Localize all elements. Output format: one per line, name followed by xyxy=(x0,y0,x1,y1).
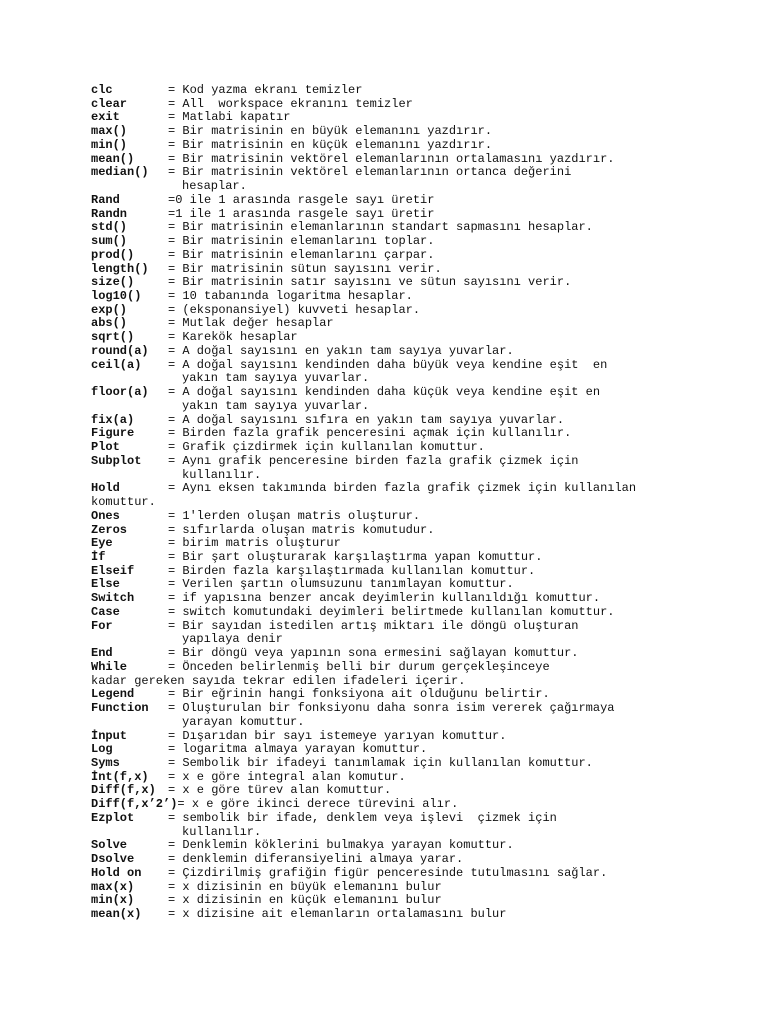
description-line: = Bir şart oluşturarak karşılaştırma yapan komuttur. xyxy=(168,549,543,564)
command-entry xyxy=(91,578,731,592)
description-continuation-line: kadar gereken sayıda tekrar edilen ifadeleri içerir. xyxy=(91,673,466,688)
command-name: Figure xyxy=(91,426,135,441)
command-description xyxy=(168,235,731,249)
description-line: =0 ile 1 arasında rasgele sayı üretir xyxy=(168,192,435,207)
command-name: Dsolve xyxy=(91,852,135,867)
command-description xyxy=(168,345,731,359)
description-line: = Matlabi kapatır xyxy=(168,110,291,125)
command-description xyxy=(168,139,731,153)
command-name: sum() xyxy=(91,234,128,249)
description-line: = Verilen şartın olumsuzunu tanımlayan komuttur. xyxy=(168,577,514,592)
description-line: = A doğal sayısını en yakın tam sayıya yuvarlar. xyxy=(168,343,514,358)
command-entry xyxy=(91,894,731,908)
description-line: = denklemin diferansiyelini almaya yarar. xyxy=(168,852,464,867)
command-entry xyxy=(91,317,731,331)
command-entry xyxy=(91,455,731,482)
command-description xyxy=(168,757,731,771)
description-line: = A doğal sayısını kendinden daha büyük veya kendine eşit en xyxy=(168,357,608,372)
command-name: ceil(a) xyxy=(91,357,142,372)
description-continuation-line: kullanılır. xyxy=(182,824,262,839)
description-line: = (eksponansiyel) kuvveti hesaplar. xyxy=(168,302,421,317)
command-name: Function xyxy=(91,701,149,716)
command-name: sqrt() xyxy=(91,330,135,345)
command-entry xyxy=(91,84,731,98)
command-description xyxy=(168,867,731,881)
command-description xyxy=(168,730,731,744)
description-line: = x dizisinin en büyük elemanını bulur xyxy=(168,879,442,894)
command-description xyxy=(168,304,731,318)
command-entry xyxy=(91,427,731,441)
command-name: Log xyxy=(91,742,113,757)
command-name: size() xyxy=(91,275,135,290)
command-description xyxy=(168,688,731,702)
command-reference-list xyxy=(91,84,731,922)
description-line: = switch komutundaki deyimleri belirtmede kullanılan komuttur. xyxy=(168,604,615,619)
command-description xyxy=(168,125,731,139)
description-continuation-line: hesaplar. xyxy=(182,179,247,194)
description-line: = sembolik bir ifade, denklem veya işlevi çizmek için xyxy=(168,810,557,825)
command-description xyxy=(168,317,731,331)
command-entry xyxy=(91,482,731,509)
command-name: Syms xyxy=(91,755,120,770)
command-name: mean(x) xyxy=(91,907,142,922)
command-entry xyxy=(91,565,731,579)
description-line: = x e göre integral alan komutur. xyxy=(168,769,406,784)
command-name: mean() xyxy=(91,151,135,166)
command-description xyxy=(168,153,731,167)
command-entry xyxy=(91,853,731,867)
description-line: = All workspace ekranını temizler xyxy=(168,96,413,111)
command-name: Ones xyxy=(91,508,120,523)
command-entry xyxy=(91,798,731,812)
command-name: exp() xyxy=(91,302,128,317)
command-name: For xyxy=(91,618,113,633)
command-description xyxy=(168,221,731,235)
command-description xyxy=(168,620,731,647)
command-name: Hold xyxy=(91,481,120,496)
description-line: = Oluşturulan bir fonksiyonu daha sonra isim vererek çağırmaya xyxy=(168,701,615,716)
description-line: = x e göre ikinci derece türevini alır. xyxy=(177,797,459,812)
command-entry xyxy=(91,249,731,263)
description-line: = x e göre türev alan komuttur. xyxy=(168,783,392,798)
command-description xyxy=(168,455,731,482)
command-name: log10() xyxy=(91,289,142,304)
command-name: Hold on xyxy=(91,865,142,880)
command-entry xyxy=(91,730,731,744)
command-description xyxy=(168,812,731,839)
command-entry xyxy=(91,524,731,538)
command-name: İf xyxy=(91,549,106,564)
command-entry xyxy=(91,592,731,606)
command-description xyxy=(168,647,731,661)
command-name: Switch xyxy=(91,591,135,606)
command-entry xyxy=(91,757,731,771)
command-description xyxy=(168,510,731,524)
description-line: = Grafik çizdirmek için kullanılan komuttur. xyxy=(168,440,485,455)
description-line: = Denklemin köklerini bulmakya yarayan komuttur. xyxy=(168,838,514,853)
command-description xyxy=(168,208,731,222)
command-name: Plot xyxy=(91,440,120,455)
command-entry xyxy=(91,153,731,167)
command-description xyxy=(168,592,731,606)
command-entry xyxy=(91,867,731,881)
description-line: = A doğal sayısını kendinden daha küçük veya kendine eşit en xyxy=(168,385,601,400)
command-entry xyxy=(91,221,731,235)
command-description xyxy=(168,771,731,785)
command-entry xyxy=(91,702,731,729)
command-name: round(a) xyxy=(91,343,149,358)
description-line: = Mutlak değer hesaplar xyxy=(168,316,334,331)
command-entry xyxy=(91,194,731,208)
command-entry xyxy=(91,784,731,798)
description-continuation-line: yarayan komuttur. xyxy=(182,714,305,729)
command-description xyxy=(168,743,731,757)
description-continuation-line: yakın tam sayıya yuvarlar. xyxy=(182,371,370,386)
command-description xyxy=(168,98,731,112)
command-description xyxy=(168,908,731,922)
description-line: = birim matris oluşturur xyxy=(168,536,341,551)
command-name: Solve xyxy=(91,838,128,853)
command-entry xyxy=(91,771,731,785)
command-entry xyxy=(91,166,731,193)
description-line: = Bir matrisinin elemanlarını çarpar. xyxy=(168,247,435,262)
command-name: floor(a) xyxy=(91,385,149,400)
command-entry xyxy=(91,537,731,551)
description-line: = Karekök hesaplar xyxy=(168,330,298,345)
command-name: İnt(f,x) xyxy=(91,769,149,784)
command-name: clc xyxy=(91,83,113,97)
description-line: = x dizisine ait elemanların ortalamasını bulur xyxy=(168,907,507,922)
command-description xyxy=(168,524,731,538)
command-name: clear xyxy=(91,96,128,111)
command-name: median() xyxy=(91,165,149,180)
command-name: std() xyxy=(91,220,128,235)
command-name: Diff(f,x) xyxy=(91,783,156,798)
command-name: fix(a) xyxy=(91,412,135,427)
command-name: İnput xyxy=(91,728,128,743)
command-entry xyxy=(91,208,731,222)
command-description xyxy=(168,427,731,441)
command-description xyxy=(168,276,731,290)
description-line: = Bir matrisinin satır sayısını ve sütun sayısını verir. xyxy=(168,275,572,290)
description-continuation-line: yakın tam sayıya yuvarlar. xyxy=(182,398,370,413)
command-description xyxy=(168,290,731,304)
command-entry xyxy=(91,812,731,839)
command-description xyxy=(168,606,731,620)
description-continuation-line: kullanılır. xyxy=(182,467,262,482)
command-name: max(x) xyxy=(91,879,135,894)
command-name: Diff(f,x’2’) xyxy=(91,797,178,812)
command-entry xyxy=(91,263,731,277)
description-line: = Kod yazma ekranı temizler xyxy=(168,83,363,97)
command-description xyxy=(168,111,731,125)
command-entry xyxy=(91,510,731,524)
command-description xyxy=(168,166,731,193)
description-line: = Birden fazla karşılaştırmada kullanılan komuttur. xyxy=(168,563,536,578)
command-entry xyxy=(91,620,731,647)
command-entry xyxy=(91,881,731,895)
description-continuation-line: komuttur. xyxy=(91,495,156,510)
command-description xyxy=(168,551,731,565)
command-entry xyxy=(91,290,731,304)
command-entry xyxy=(91,139,731,153)
command-description xyxy=(168,441,731,455)
command-entry xyxy=(91,276,731,290)
description-line: = Bir matrisinin vektörel elemanlarının ortalamasını yazdırır. xyxy=(168,151,615,166)
description-line: = Bir matrisinin elemanlarının standart sapmasını hesaplar. xyxy=(168,220,593,235)
command-description xyxy=(168,84,731,98)
description-line: = Birden fazla grafik penceresini açmak için kullanılır. xyxy=(168,426,572,441)
command-name: Legend xyxy=(91,687,135,702)
command-name: exit xyxy=(91,110,120,125)
command-description xyxy=(168,565,731,579)
description-line: =1 ile 1 arasında rasgele sayı üretir xyxy=(168,206,435,221)
command-name: Randn xyxy=(91,206,128,221)
command-description xyxy=(168,386,731,413)
command-description xyxy=(168,881,731,895)
description-line: = Bir matrisinin sütun sayısını verir. xyxy=(168,261,442,276)
command-name: While xyxy=(91,659,128,674)
command-description xyxy=(168,578,731,592)
command-description xyxy=(168,839,731,853)
command-entry xyxy=(91,743,731,757)
command-entry xyxy=(91,606,731,620)
command-description xyxy=(168,894,731,908)
command-name: prod() xyxy=(91,247,135,262)
description-line: = Bir sayıdan istedilen artış miktarı ile döngü oluşturan xyxy=(168,618,579,633)
command-description xyxy=(168,702,731,729)
description-line: = Bir matrisinin en büyük elemanını yazdırır. xyxy=(168,124,493,139)
command-entry xyxy=(91,441,731,455)
command-description xyxy=(168,194,731,208)
description-line: = sıfırlarda oluşan matris komutudur. xyxy=(168,522,435,537)
command-entry xyxy=(91,98,731,112)
command-description xyxy=(168,537,731,551)
description-line: = Bir döngü veya yapının sona ermesini sağlayan komuttur. xyxy=(168,646,579,661)
command-entry xyxy=(91,111,731,125)
command-name: Zeros xyxy=(91,522,128,537)
description-line: = 10 tabanında logaritma hesaplar. xyxy=(168,289,413,304)
description-line: = if yapısına benzer ancak deyimlerin kullanıldığı komuttur. xyxy=(168,591,601,606)
description-line: = Bir matrisinin elemanlarını toplar. xyxy=(168,234,435,249)
description-line: = Aynı grafik penceresine birden fazla grafik çizmek için xyxy=(168,453,579,468)
command-name: Else xyxy=(91,577,120,592)
command-name: min(x) xyxy=(91,893,135,908)
command-name: min() xyxy=(91,137,128,152)
command-name: length() xyxy=(91,261,149,276)
command-entry xyxy=(91,551,731,565)
description-line: = Bir eğrinin hangi fonksiyona ait olduğunu belirtir. xyxy=(168,687,550,702)
description-line: = Sembolik bir ifadeyi tanımlamak için kullanılan komuttur. xyxy=(168,755,593,770)
command-entry xyxy=(91,304,731,318)
description-line: = Önceden belirlenmiş belli bir durum gerçekleşinceye xyxy=(168,659,550,674)
description-line: = 1'lerden oluşan matris oluşturur. xyxy=(168,508,421,523)
command-name: Eye xyxy=(91,536,113,551)
description-line: = Dışarıdan bir sayı istemeye yarıyan komuttur. xyxy=(168,728,507,743)
command-name: Case xyxy=(91,604,120,619)
command-entry xyxy=(91,414,731,428)
command-name: Rand xyxy=(91,192,120,207)
description-line: = Aynı eksen takımında birden fazla grafik çizmek için kullanılan xyxy=(168,481,637,496)
command-name: End xyxy=(91,646,113,661)
command-description xyxy=(168,784,731,798)
command-entry xyxy=(91,125,731,139)
command-description xyxy=(168,331,731,345)
command-description xyxy=(177,798,731,812)
description-line: = Bir matrisinin vektörel elemanlarının ortanca değerini xyxy=(168,165,572,180)
command-name: Elseif xyxy=(91,563,135,578)
command-entry xyxy=(91,647,731,661)
command-entry xyxy=(91,839,731,853)
command-entry xyxy=(91,386,731,413)
command-name: max() xyxy=(91,124,128,139)
command-name: abs() xyxy=(91,316,128,331)
command-description xyxy=(168,263,731,277)
command-description xyxy=(168,249,731,263)
description-line: = A doğal sayısını sıfıra en yakın tam sayıya yuvarlar. xyxy=(168,412,565,427)
command-description xyxy=(168,359,731,386)
command-entry xyxy=(91,331,731,345)
command-entry xyxy=(91,345,731,359)
description-continuation-line: yapılaya denir xyxy=(182,632,283,647)
description-line: = Bir matrisinin en küçük elemanını yazdırır. xyxy=(168,137,493,152)
command-description xyxy=(168,414,731,428)
command-entry xyxy=(91,908,731,922)
command-entry xyxy=(91,688,731,702)
command-description xyxy=(168,853,731,867)
description-line: = Çizdirilmiş grafiğin figür penceresinde tutulmasını sağlar. xyxy=(168,865,608,880)
command-entry xyxy=(91,235,731,249)
command-name: Ezplot xyxy=(91,810,135,825)
description-line: = x dizisinin en küçük elemanını bulur xyxy=(168,893,442,908)
command-entry xyxy=(91,661,731,688)
description-line: = logaritma almaya yarayan komuttur. xyxy=(168,742,428,757)
command-entry xyxy=(91,359,731,386)
command-name: Subplot xyxy=(91,453,142,468)
